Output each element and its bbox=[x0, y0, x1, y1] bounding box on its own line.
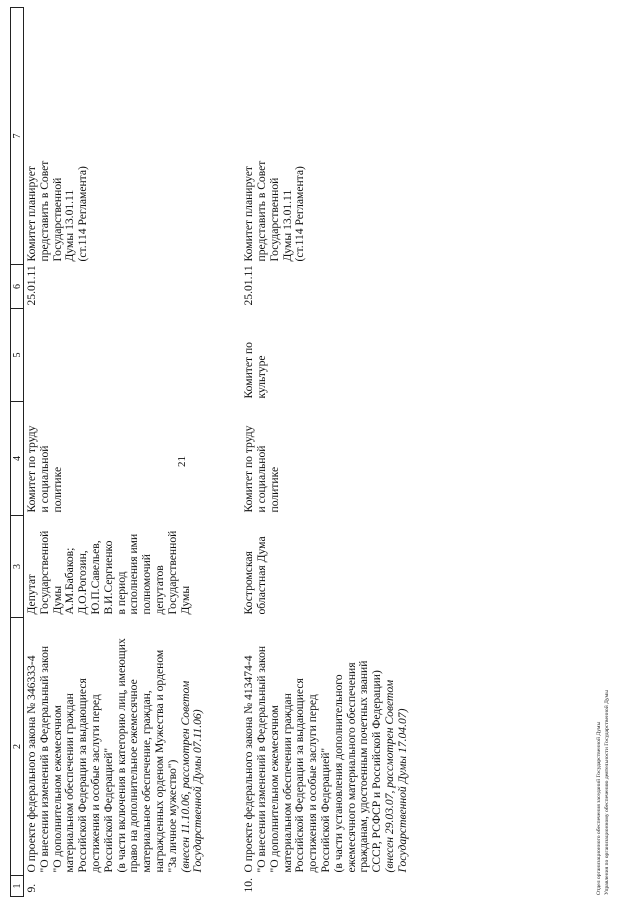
footer bbox=[596, 690, 611, 895]
responsible-committee-line: политике bbox=[50, 466, 64, 513]
committee-note-line: (ст.114 Регламента) bbox=[293, 166, 307, 262]
col-header: 7 bbox=[11, 8, 24, 265]
committee-note bbox=[241, 8, 445, 265]
bill-author-line: Ю.П.Савельев, bbox=[88, 540, 102, 615]
bill-author-line: исполнения ими bbox=[127, 533, 141, 615]
bill-title-line: ежемесячного материального обеспечения bbox=[344, 662, 358, 873]
committee-note-line: Комитет планирует bbox=[242, 166, 256, 262]
bill-title-line: "О дополнительном ежемесячном bbox=[267, 705, 281, 873]
bill-title-line: Государственной Думы 07.11.06) bbox=[191, 709, 205, 873]
bill-author-line: А.М.Бабаков; bbox=[63, 547, 77, 615]
co-executor-committee-line: культуре bbox=[254, 355, 268, 399]
bill-title-line: О проекте федерального закона № 346333-4 bbox=[25, 655, 38, 873]
bill-author-line: Государственной bbox=[165, 530, 179, 615]
responsible-committee-line: и социальной bbox=[37, 445, 51, 513]
bill-author bbox=[241, 516, 445, 618]
col-header: 2 bbox=[11, 618, 24, 876]
bill-author-line: областная Дума bbox=[254, 536, 268, 615]
committee-note-line: Комитет планирует bbox=[25, 166, 38, 262]
footer-line: Управления по организационному обеспечению деятельности Государственной Думы bbox=[603, 690, 610, 895]
bill-title-line: "О дополнительном ежемесячном bbox=[50, 705, 64, 873]
bill-title-line: (внесен 11.10.06, рассмотрен Советом bbox=[178, 680, 192, 873]
col-header: 1 bbox=[11, 876, 24, 897]
responsible-committee-line: Комитет по труду bbox=[25, 425, 38, 513]
bill-author bbox=[24, 516, 242, 618]
col-header: 6 bbox=[11, 265, 24, 309]
bill-author-line: Д.О.Рогозин, bbox=[76, 550, 90, 615]
page-number: 21 bbox=[176, 456, 188, 467]
bill-author-line: в период bbox=[114, 571, 128, 615]
bill-author-line: полномочий bbox=[140, 554, 154, 615]
table-row bbox=[241, 8, 445, 897]
bill-title-line: материальном обеспечении граждан bbox=[280, 693, 294, 873]
bill-author-line: депутатов bbox=[152, 565, 166, 615]
bill-author-line: Думы bbox=[178, 585, 192, 615]
bill-title-line: гражданам, удостоенным почетных званий bbox=[357, 660, 371, 873]
responsible-committee-line: и социальной bbox=[254, 445, 268, 513]
bill-title-line: (внесен 29.03.07, рассмотрен Советом bbox=[382, 679, 396, 873]
committee-note-line: Государственной bbox=[50, 177, 64, 262]
bill-title-line: достижения и особые заслуги перед bbox=[306, 694, 320, 873]
bill-title-line: "О внесении изменений в Федеральный закон bbox=[37, 645, 51, 873]
col-header: 5 bbox=[11, 309, 24, 402]
responsible-committee bbox=[24, 402, 242, 516]
bill-title-line: (в части установления дополнительного bbox=[331, 674, 345, 873]
bill-title-line: "За личное мужество") bbox=[165, 759, 179, 873]
co-executor-committee bbox=[24, 309, 242, 402]
committee-note bbox=[24, 8, 242, 265]
bill-title-line: право на дополнительное ежемесячное bbox=[127, 679, 141, 873]
committee-note-line: Думы 13.01.11 bbox=[63, 189, 77, 262]
bill-title-line: Государственной Думы 17.04.07) bbox=[395, 708, 409, 873]
bill-title-line: Российской Федерации за выдающиеся bbox=[76, 678, 90, 873]
col-header: 4 bbox=[11, 402, 24, 516]
bill-title-line: (в части включения в категорию лиц, имеющих bbox=[114, 638, 128, 873]
committee-note-line: представить в Совет bbox=[37, 160, 51, 262]
review-date: 25.01.11 bbox=[242, 265, 256, 306]
col-header: 3 bbox=[11, 516, 24, 618]
bill-title-line: награжденных орденом Мужества и орденом bbox=[152, 649, 166, 873]
bill-title-line: Российской Федерации за выдающиеся bbox=[293, 678, 307, 873]
co-executor-committee-line: Комитет по bbox=[242, 342, 256, 399]
agenda-table bbox=[10, 7, 446, 897]
bill-title-line: Российской Федерацией" bbox=[318, 747, 332, 873]
row-number: 10. bbox=[242, 878, 256, 893]
bill-author-line: Депутат bbox=[25, 574, 38, 615]
table-row bbox=[24, 8, 242, 897]
bill-title-line: материальном обеспечении граждан bbox=[63, 693, 77, 873]
bill-title bbox=[24, 618, 242, 876]
header-row bbox=[11, 8, 24, 897]
bill-title-line: достижения и особые заслуги перед bbox=[88, 694, 102, 873]
review-date: 25.01.11 bbox=[25, 265, 38, 306]
bill-title-line: Российской Федерацией" bbox=[101, 747, 115, 873]
responsible-committee bbox=[241, 402, 445, 516]
bill-author-line: В.И.Сергиенко bbox=[101, 540, 115, 615]
co-executor-committee bbox=[241, 309, 445, 402]
committee-note-line: (ст.114 Регламента) bbox=[76, 166, 90, 262]
footer-line: Отдел организационного обеспечения заседаний Государственной Думы bbox=[596, 721, 602, 895]
responsible-committee-line: политике bbox=[267, 466, 281, 513]
committee-note-line: Думы 13.01.11 bbox=[280, 189, 294, 262]
bill-title-line: СССР, РСФСР и Российской Федерации) bbox=[370, 670, 384, 873]
committee-note-line: представить в Совет bbox=[254, 160, 268, 262]
bill-title-line: "О внесении изменений в Федеральный закон bbox=[254, 645, 268, 873]
bill-author-line: Костромская bbox=[242, 551, 256, 615]
bill-title-line: материальное обеспечение, граждан, bbox=[140, 690, 154, 873]
bill-author-line: Думы bbox=[50, 585, 64, 615]
bill-author-line: Государственной bbox=[37, 530, 51, 615]
committee-note-line: Государственной bbox=[267, 177, 281, 262]
bill-title bbox=[241, 618, 445, 876]
responsible-committee-line: Комитет по труду bbox=[242, 425, 256, 513]
row-number: 9. bbox=[25, 883, 38, 893]
bill-title-line: О проекте федерального закона № 413474-4 bbox=[242, 655, 256, 873]
